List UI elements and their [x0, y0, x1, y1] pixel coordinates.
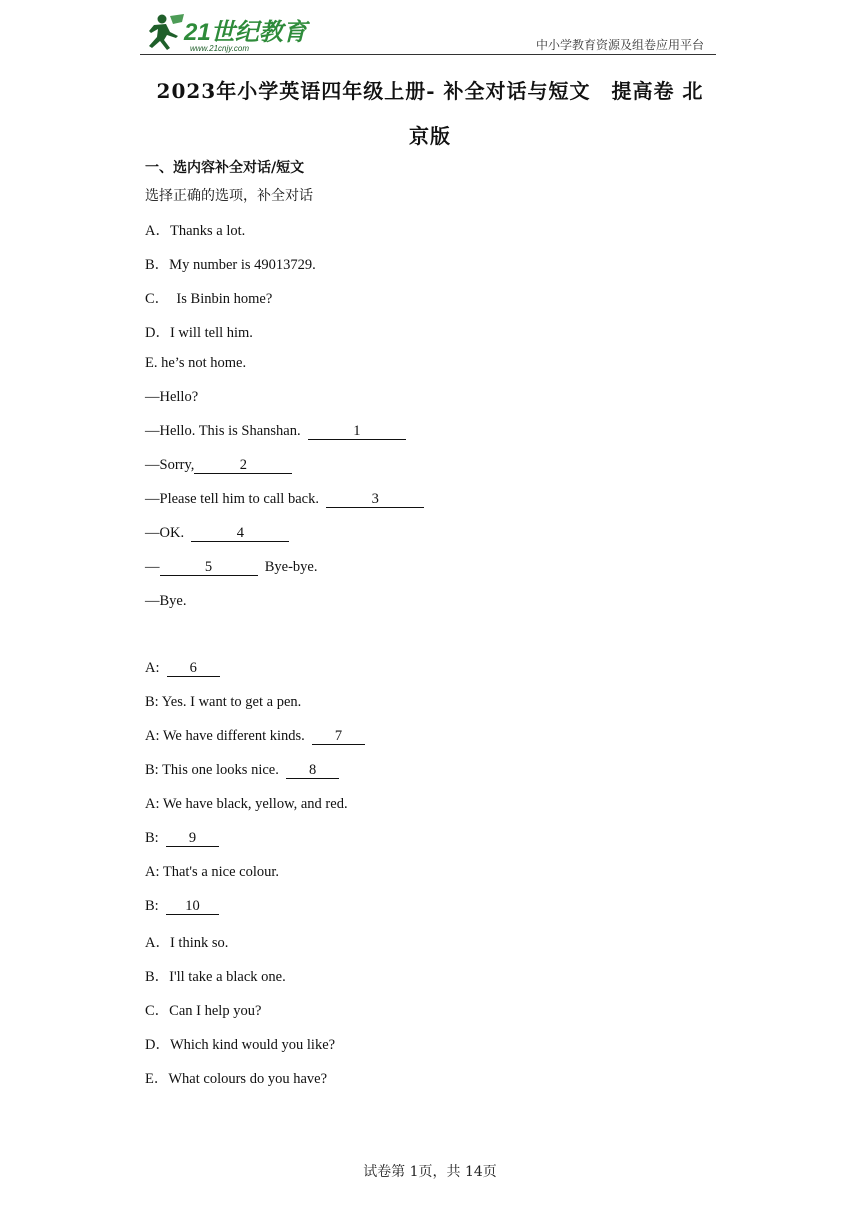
document-title-line-2: 京版 — [409, 124, 451, 148]
page-number: 试卷第 1页，共 14页 — [363, 1164, 497, 1180]
dialogue-line: A: We have black, yellow, and red. — [145, 796, 348, 812]
svg-text:www.21cnjy.com: www.21cnjy.com — [190, 44, 249, 53]
header-divider — [140, 54, 716, 55]
answer-blank-7[interactable]: 7 — [312, 729, 365, 745]
site-logo — [140, 10, 310, 54]
dialogue-line: A: We have different kinds. 7 — [145, 728, 365, 745]
answer-blank-10[interactable]: 10 — [166, 899, 219, 915]
option-e: E．What colours do you have? — [145, 1071, 328, 1087]
instruction-text: 选择正确的选项，补全对话 — [145, 188, 313, 204]
option-a: A．Thanks a lot. — [145, 223, 246, 239]
option-c: C．Can I help you? — [145, 1003, 262, 1019]
section-heading: 一、选内容补全对话/短文 — [145, 160, 305, 176]
dialogue-line: A: 6 — [145, 660, 220, 677]
dialogue-line: A: That's a nice colour. — [145, 864, 280, 880]
option-c: C． Is Binbin home? — [145, 291, 273, 307]
answer-blank-4[interactable]: 4 — [191, 526, 289, 542]
platform-label: 中小学教育资源及组卷应用平台 — [535, 38, 704, 52]
svg-text:21世纪教育: 21世纪教育 — [184, 19, 307, 46]
answer-blank-1[interactable]: 1 — [308, 424, 406, 440]
option-d: D．Which kind would you like? — [145, 1037, 336, 1053]
dialogue-line: — 5 Bye-bye. — [145, 559, 318, 575]
dialogue-line: B: 9 — [145, 830, 219, 847]
dialogue-line: B: 10 — [145, 898, 219, 915]
dialogue-line: —Hello. This is Shanshan. 1 — [145, 423, 406, 440]
dialogue-line: B: This one looks nice. 8 — [145, 762, 339, 779]
answer-blank-8[interactable]: 8 — [286, 763, 339, 779]
dialogue-line: —Bye. — [145, 593, 187, 609]
answer-blank-2[interactable]: 2 — [194, 458, 292, 474]
option-a: A．I think so. — [145, 935, 229, 951]
dialogue-line: B: Yes. I want to get a pen. — [145, 694, 302, 710]
dialogue-line: —Hello? — [145, 389, 199, 405]
dialogue-line: —Sorry, 2 — [145, 457, 292, 474]
answer-blank-5[interactable]: 5 — [160, 560, 258, 576]
option-b: B．My number is 49013729. — [145, 257, 316, 273]
page-header — [140, 10, 716, 56]
option-e: E. he’s not home. — [145, 355, 247, 371]
answer-blank-6[interactable]: 6 — [167, 661, 220, 677]
option-b: B．I'll take a black one. — [145, 969, 286, 985]
dialogue-line: —OK. 4 — [145, 525, 289, 542]
answer-blank-3[interactable]: 3 — [326, 492, 424, 508]
option-d: D．I will tell him. — [145, 325, 253, 341]
document-title-line-1: 2023年小学英语四年级上册- 补全对话与短文 提高卷 北 — [156, 79, 704, 103]
dialogue-line: —Please tell him to call back. 3 — [145, 491, 424, 508]
answer-blank-9[interactable]: 9 — [166, 831, 219, 847]
